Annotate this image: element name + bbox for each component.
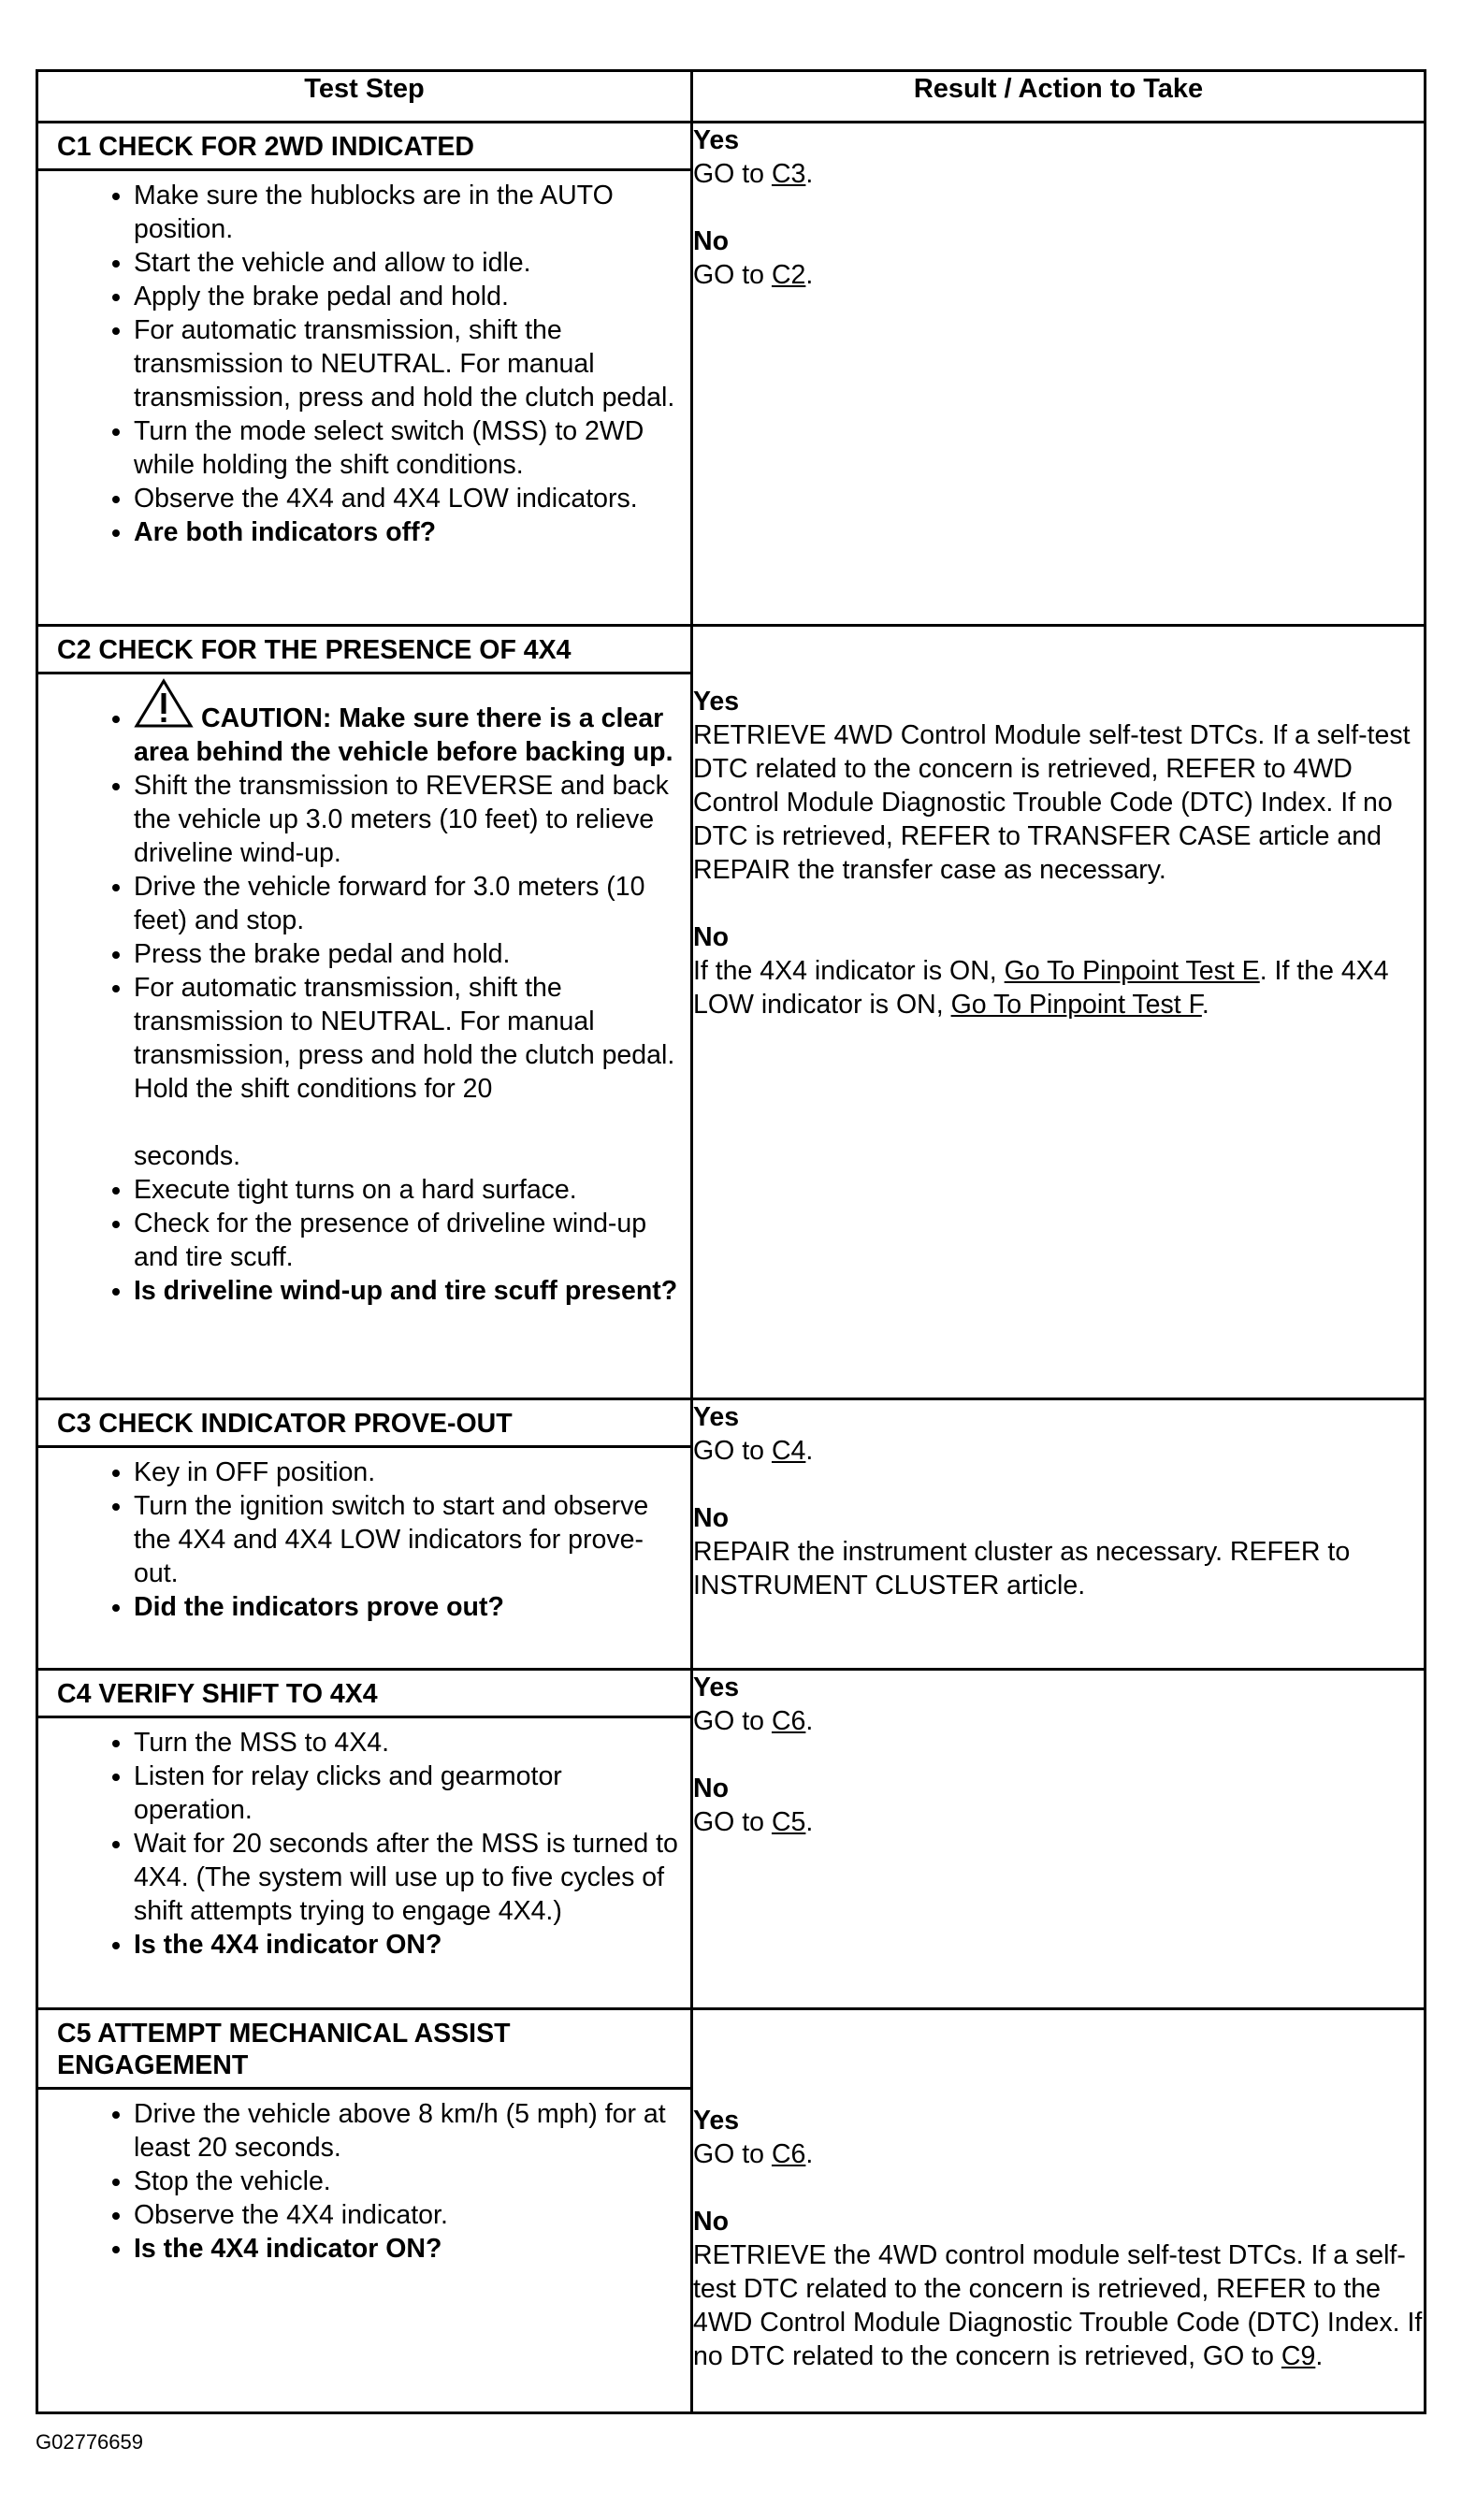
result-cell: Yes GO to C3. No GO to C2. [692,123,1426,626]
pinpoint-test-e-link[interactable]: Go To Pinpoint Test E [1004,956,1260,986]
list-item: • Observe the 4X4 and 4X4 LOW indicators. [134,482,681,515]
list-item: • Observe the 4X4 indicator. [134,2198,681,2232]
result-cell: Yes RETRIEVE 4WD Control Module self-test DTCs. If a self-test DTC related to the concern is retrieved, REFER to 4WD Control Module Diagnostic Trouble Code (DTC) Index. If no DTC is retrieved, REFER to TRANSFER CASE article and REPAIR the transfer case as necessary. No If the 4X4 indicator is ON, Go To Pinpoint Test E. If the 4X4 LOW indicator is ON, Go To Pinpoint Test F. [692,626,1426,1399]
list-item: • Drive the vehicle above 8 km/h (5 mph) for at least 20 seconds. [134,2097,681,2165]
no-text: If the 4X4 indicator is ON, [693,956,1005,986]
step-title: C2 CHECK FOR THE PRESENCE OF 4X4 [38,627,690,674]
list-item: • Key in OFF position. [134,1456,681,1489]
no-label: No [693,1503,729,1533]
step-question: • Did the indicators prove out? [134,1590,681,1624]
step-link[interactable]: C4 [771,1436,806,1466]
step-link[interactable]: C5 [771,1807,806,1837]
list-item: • Wait for 20 seconds after the MSS is turned to 4X4. (The system will use up to five cycles of shift attempts trying to engage 4X4.) [134,1827,681,1928]
yes-text: RETRIEVE 4WD Control Module self-test DTCs. If a self-test DTC related to the concern is retrieved, REFER to 4WD Control Module Diagnostic Trouble Code (DTC) Index. If no DTC is retrieved, REFER to TRANSFER CASE article and REPAIR the transfer case as necessary. [693,720,1411,885]
step-list [38,1718,690,1969]
yes-label: Yes [693,2106,740,2136]
test-step-cell [37,1670,692,2009]
list-item: • Make sure the hublocks are in the AUTO position. [134,179,681,246]
list-item: • Check for the presence of driveline wind-up and tire scuff. [134,1207,681,1274]
list-item: • Shift the transmission to REVERSE and back the vehicle up 3.0 meters (10 feet) to relieve driveline wind-up. [134,769,681,870]
step-link[interactable]: C9 [1281,2341,1316,2371]
step-list [38,1448,690,1631]
test-step-cell [37,1399,692,1670]
step-list [38,674,690,1315]
no-text: GO to [693,260,772,290]
yes-text: GO to [693,1706,772,1736]
column-header-test-step: Test Step [37,71,692,123]
list-item: • Drive the vehicle forward for 3.0 meters (10 feet) and stop. [134,870,681,937]
column-header-result: Result / Action to Take [692,71,1426,123]
step-title: C4 VERIFY SHIFT TO 4X4 [38,1671,690,1718]
table-row [37,626,1426,1399]
step-title: C5 ATTEMPT MECHANICAL ASSIST ENGAGEMENT [38,2010,690,2090]
yes-label: Yes [693,1673,740,1702]
caution-item [134,678,681,769]
step-link[interactable]: C2 [771,260,806,290]
list-item: • Start the vehicle and allow to idle. [134,246,681,280]
step-title: C3 CHECK INDICATOR PROVE-OUT [38,1400,690,1448]
no-text: RETRIEVE the 4WD control module self-test DTCs. If a self-test DTC related to the concern is retrieved, REFER to the 4WD Control Module Diagnostic Trouble Code (DTC) Index. If no DTC related to the concern is retrieved, GO to [693,2240,1423,2371]
list-item: • Press the brake pedal and hold. [134,937,681,971]
step-question: • Is the 4X4 indicator ON? [134,1928,681,1962]
figure-id: G02776659 [36,2430,143,2454]
result-cell: Yes GO to C6. No GO to C5. [692,1670,1426,2009]
list-item: • Turn the ignition switch to start and observe the 4X4 and 4X4 LOW indicators for prove-out. [134,1489,681,1590]
table-row [37,1670,1426,2009]
test-step-cell [37,123,692,626]
list-item: • Turn the mode select switch (MSS) to 2WD while holding the shift conditions. [134,414,681,482]
step-list [38,171,690,557]
no-text: REPAIR the instrument cluster as necessary. REFER to INSTRUMENT CLUSTER article. [693,1537,1351,1600]
list-item: • For automatic transmission, shift the transmission to NEUTRAL. For manual transmission, press and hold the clutch pedal. [134,313,681,414]
table-row [37,123,1426,626]
no-label: No [693,922,729,952]
table-row [37,1399,1426,1670]
pinpoint-test-table [36,69,1426,2414]
list-item: • Listen for relay clicks and gearmotor operation. [134,1760,681,1827]
yes-text: GO to [693,2139,772,2169]
step-question: • Are both indicators off? [134,515,681,549]
no-label: No [693,226,729,256]
caution-text: CAUTION: Make sure there is a clear area behind the vehicle before backing up. [134,703,673,767]
pinpoint-test-f-link[interactable]: Go To Pinpoint Test F [950,990,1202,1020]
step-title: C1 CHECK FOR 2WD INDICATED [38,123,690,171]
yes-label: Yes [693,1402,740,1432]
result-cell: Yes GO to C6. No RETRIEVE the 4WD control module self-test DTCs. If a self-test DTC related to the concern is retrieved, REFER to the 4WD Control Module Diagnostic Trouble Code (DTC) Index. If no DTC related to the concern is retrieved, GO to C9. [692,2009,1426,2413]
result-cell: Yes GO to C4. No REPAIR the instrument cluster as necessary. REFER to INSTRUMENT CLUSTER article. [692,1399,1426,1670]
list-item: • Turn the MSS to 4X4. [134,1726,681,1760]
list-item: • Stop the vehicle. [134,2165,681,2198]
no-text: GO to [693,1807,772,1837]
step-list [38,2090,690,2273]
list-item: • Execute tight turns on a hard surface. [134,1173,681,1207]
yes-text: GO to [693,159,772,189]
yes-label: Yes [693,125,740,155]
step-link[interactable]: C6 [771,2139,806,2169]
test-step-cell [37,626,692,1399]
caution-triangle-icon [134,678,194,729]
yes-text: GO to [693,1436,772,1466]
step-question: • Is the 4X4 indicator ON? [134,2232,681,2266]
step-link[interactable]: C6 [771,1706,806,1736]
step-link[interactable]: C3 [771,159,806,189]
list-item: • Apply the brake pedal and hold. [134,280,681,313]
table-row [37,2009,1426,2413]
list-item: • For automatic transmission, shift the transmission to NEUTRAL. For manual transmission, press and hold the clutch pedal. Hold the shift conditions for 20 seconds. [134,971,681,1173]
no-label: No [693,2207,729,2237]
test-step-cell [37,2009,692,2413]
yes-label: Yes [693,687,740,717]
no-label: No [693,1774,729,1803]
step-question: • Is driveline wind-up and tire scuff present? [134,1274,681,1308]
